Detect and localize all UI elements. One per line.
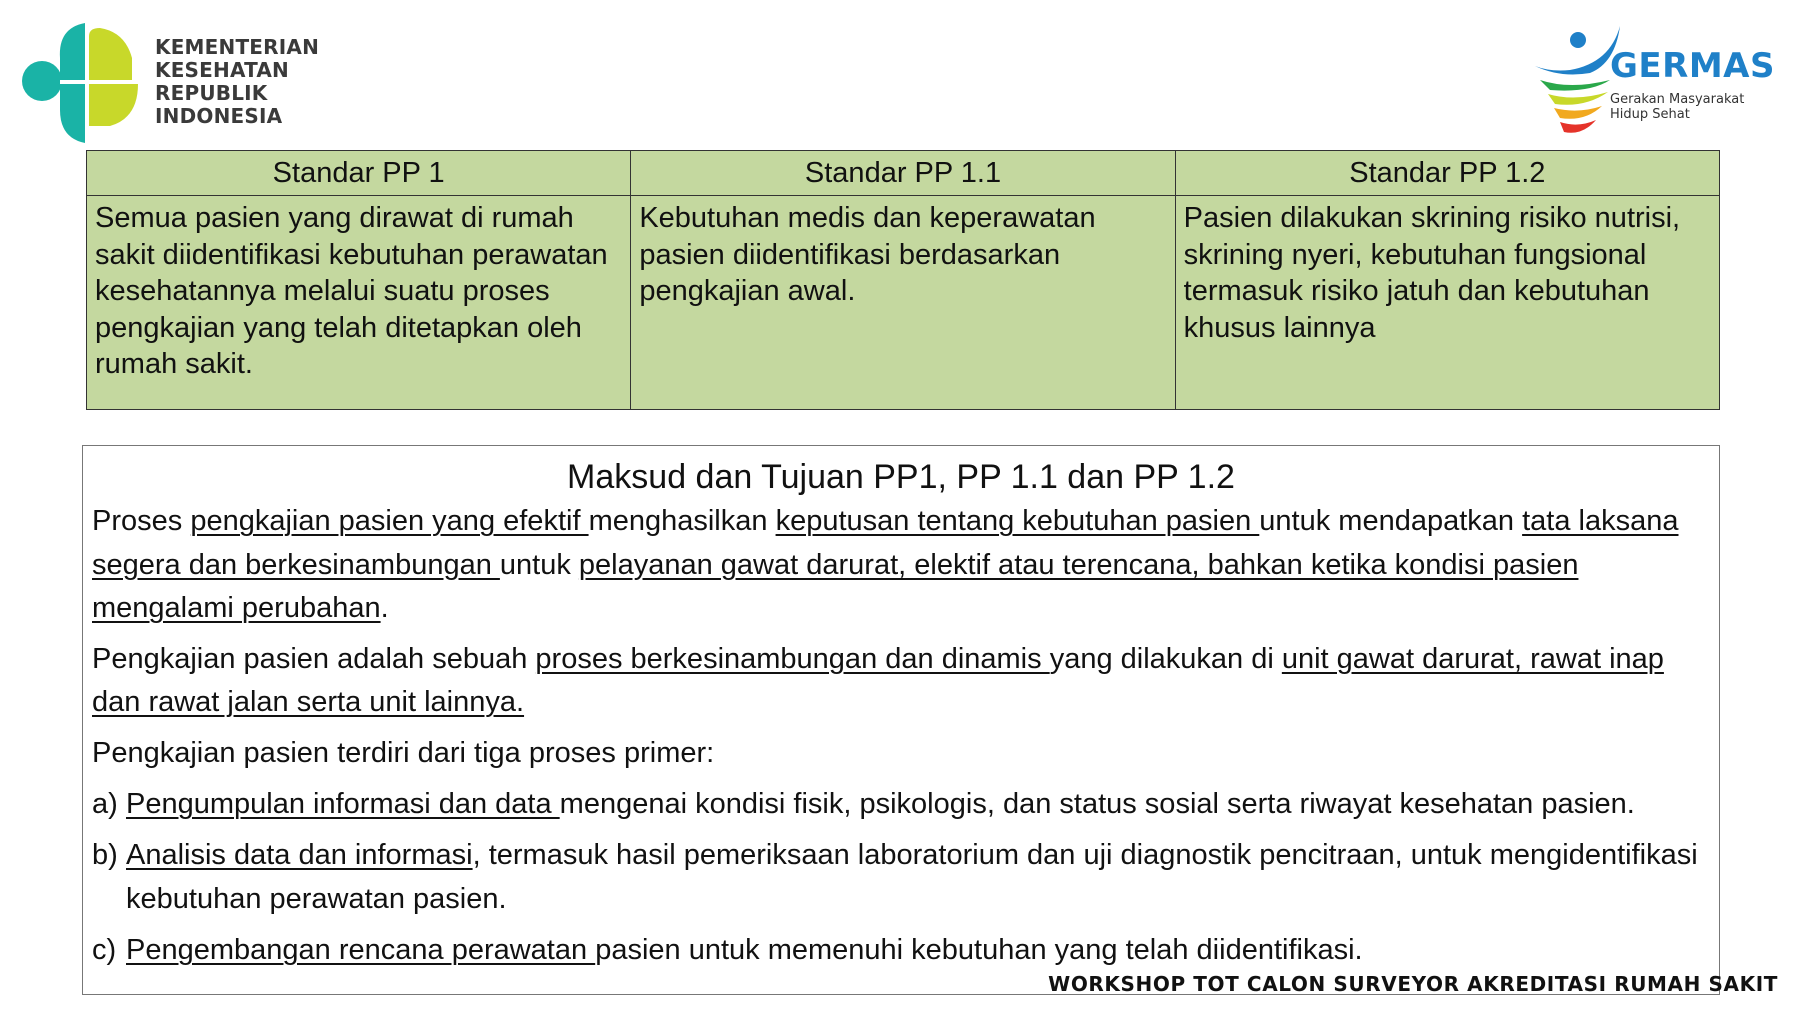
germas-subtitle-line: Hidup Sehat xyxy=(1610,107,1690,122)
table-header-cell: Standar PP 1 xyxy=(87,151,631,196)
text-run: , termasuk hasil pemeriksaan laboratorium dan uji diagnostik pencitraan, untuk mengidentifikasi kebutuhan perawatan pasien. xyxy=(126,839,1698,915)
standards-table xyxy=(86,150,1720,410)
text-run: Pengkajian pasien adalah sebuah xyxy=(92,642,536,675)
underlined-phrase: Pengumpulan informasi dan data xyxy=(126,788,560,820)
text-run: pasien untuk memenuhi kebutuhan yang telah diidentifikasi. xyxy=(595,934,1363,966)
table-cell: Kebutuhan medis dan keperawatan pasien diidentifikasi berdasarkan pengkajian awal. xyxy=(631,196,1175,410)
text-run: . xyxy=(380,592,389,624)
ministry-line: INDONESIA xyxy=(155,104,283,128)
text-run: yang dilakukan di xyxy=(1049,642,1282,675)
underlined-phrase: pengkajian pasien yang efektif xyxy=(190,505,589,537)
text-run: untuk mendapatkan xyxy=(1259,505,1523,537)
intent-title: Maksud dan Tujuan PP1, PP 1.1 dan PP 1.2 xyxy=(567,458,1235,496)
table-row xyxy=(87,196,1720,410)
underlined-phrase: tata laksana segera dan berkesinambungan xyxy=(92,505,1679,581)
table-header-cell: Standar PP 1.1 xyxy=(631,151,1175,196)
table-cell: Semua pasien yang dirawat di rumah sakit diidentifikasi kebutuhan perawatan kesehatannya melalui suatu proses pengkajian yang telah ditetapkan oleh rumah sakit. xyxy=(87,196,631,410)
kemenkes-emblem-icon xyxy=(20,18,150,148)
germas-subtitle-line: Gerakan Masyarakat xyxy=(1610,92,1745,107)
intent-body xyxy=(83,500,1719,972)
table-header-row xyxy=(87,151,1720,196)
list-marker: b) xyxy=(92,839,118,871)
germas-subtitle xyxy=(1610,92,1744,122)
underlined-phrase: pelayanan gawat darurat, elektif atau terencana, bahkan ketika kondisi pasien mengalami perubahan xyxy=(92,548,1579,624)
table-cell: Pasien dilakukan skrining risiko nutrisi, skrining nyeri, kebutuhan fungsional termasuk risiko jatuh dan kebutuhan khusus lainnya xyxy=(1175,196,1719,410)
underlined-phrase: Analisis data dan informasi xyxy=(126,839,473,871)
germas-logo xyxy=(1530,18,1790,143)
text-run: menghasilkan xyxy=(588,505,776,537)
list-item-text xyxy=(126,833,1710,921)
intent-paragraph xyxy=(92,500,1710,631)
ministry-line: REPUBLIK xyxy=(155,81,268,105)
table-header-cell: Standar PP 1.2 xyxy=(1175,151,1719,196)
underlined-phrase: Pengembangan rencana perawatan xyxy=(126,934,596,966)
list-marker: c) xyxy=(92,934,117,966)
ministry-name xyxy=(155,36,319,128)
underlined-phrase: keputusan tentang kebutuhan pasien xyxy=(775,505,1260,537)
kemenkes-logo xyxy=(20,18,320,148)
text-run: mengenai kondisi fisik, psikologis, dan status sosial serta riwayat kesehatan pasien. xyxy=(559,788,1635,820)
text-run: untuk xyxy=(499,548,579,581)
intent-paragraph xyxy=(92,638,1710,725)
underlined-phrase: proses berkesinambungan dan dinamis xyxy=(535,642,1050,675)
list-marker: a) xyxy=(92,788,118,820)
text-run: Proses xyxy=(92,505,191,537)
intent-box xyxy=(82,445,1720,995)
ministry-line: KESEHATAN xyxy=(155,58,289,82)
list-item-text xyxy=(126,782,1710,826)
underlined-phrase: unit gawat darurat, rawat inap dan rawat jalan serta unit lainnya. xyxy=(92,642,1664,718)
germas-title: GERMAS xyxy=(1610,46,1775,86)
list-item xyxy=(92,782,1710,826)
footer-caption: WORKSHOP TOT CALON SURVEYOR AKREDITASI RUMAH SAKIT xyxy=(1048,972,1778,996)
intent-paragraph: Pengkajian pasien terdiri dari tiga proses primer: xyxy=(92,736,715,769)
list-item xyxy=(92,928,1710,972)
list-item xyxy=(92,833,1710,921)
ministry-line: KEMENTERIAN xyxy=(155,35,320,59)
list-item-text xyxy=(126,928,1710,972)
